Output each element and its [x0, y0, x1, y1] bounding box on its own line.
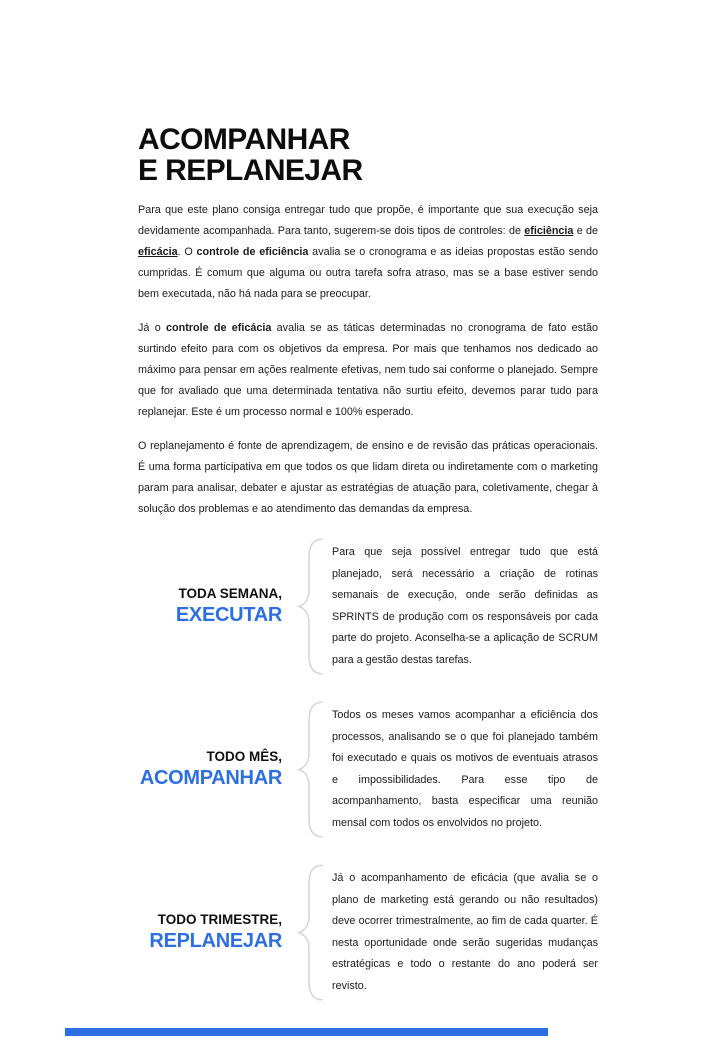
- emphasis-segment: eficiência: [524, 225, 574, 237]
- intro-paragraph: [138, 318, 598, 423]
- section-title: REPLANEJAR: [149, 930, 282, 952]
- section-body: Para que seja possível entregar tudo que está planejado, será necessário a criação de rotinas semanais de execução, onde serão definidas as SPRINTS de produção com os responsáveis por cada parte do projeto. Aconselha-se a aplicação de SCRUM para a gestão destas tarefas.: [332, 546, 598, 666]
- section-kicker: TODA SEMANA,: [178, 586, 282, 601]
- text-segment: Para que este plano consiga entregar tudo que propõe, é importante que sua execução seja devidamente acompanhada. Para tanto, sugerem-se dois tipos de controles: de: [138, 204, 598, 237]
- section-label: [138, 699, 296, 840]
- section-row-2: [138, 699, 598, 840]
- emphasis-segment: eficácia: [138, 246, 178, 258]
- section-title: EXECUTAR: [175, 604, 282, 626]
- emphasis-segment: controle de eficiência: [196, 246, 309, 258]
- section-label: [138, 536, 296, 677]
- curly-brace-icon: [296, 699, 332, 840]
- section-kicker: TODO TRIMESTRE,: [157, 912, 282, 927]
- curly-brace-icon: [296, 862, 332, 1003]
- intro-paragraph: [138, 200, 598, 305]
- section-row-3: [138, 862, 598, 1003]
- page-title-line1: ACOMPANHAR: [138, 123, 350, 156]
- text-segment: O replanejamento é fonte de aprendizagem, de ensino e de revisão das práticas operacionais. É uma forma participativa em que todos os que lidam direta ou indiretamente com o marketing param para analisar, debater e ajustar as estratégias de atuação para, coletivamente, chegar à solução dos problemas e ao atendimento das demandas da empresa.: [138, 440, 598, 515]
- text-segment: Já o: [138, 322, 166, 334]
- section-title: ACOMPANHAR: [139, 767, 282, 789]
- emphasis-segment: controle de eficácia: [166, 322, 272, 334]
- section-row-1: [138, 536, 598, 677]
- intro-paragraphs: [138, 200, 598, 520]
- intro-paragraph: [138, 436, 598, 520]
- curly-brace-icon: [296, 536, 332, 677]
- schedule-sections: [138, 536, 598, 1003]
- section-kicker: TODO MÊS,: [206, 749, 282, 764]
- section-label: [138, 862, 296, 1003]
- page-title: [138, 124, 598, 186]
- text-segment: . O: [177, 246, 197, 258]
- footer-accent-bar: [65, 1028, 548, 1036]
- text-segment: avalia se o cronograma e as ideias propostas estão sendo cumpridas. É comum que alguma ou outra tarefa sofra atraso, mas se a base estiver sendo bem executada, não há nada para se preocupar.: [138, 246, 599, 300]
- text-segment: avalia se as táticas determinadas no cronograma de fato estão surtindo efeito para com os objetivos da empresa. Por mais que tenhamos nos dedicado ao máximo para pensar em ações realmente efetivas, nem tudo sai conforme o planejado. Sempre que for avaliado que uma determinada tentativa não surtiu efeito, devemos parar tudo para replanejar. Este é um processo normal e 100% esperado.: [138, 322, 598, 418]
- section-body: Todos os meses vamos acompanhar a eficiência dos processos, analisando se o que foi planejado também foi executado e quais os motivos de eventuais atrasos e impossibilidades. Para esse tipo de acompanhamento, basta especificar uma reunião mensal com todos os envolvidos no projeto.: [332, 709, 598, 829]
- page-title-line2: E REPLANEJAR: [138, 154, 363, 187]
- section-body: Já o acompanhamento de eficácia (que avalia se o plano de marketing está gerando ou não resultados) deve ocorrer trimestralmente, ao fim de cada quarter. É nesta oportunidade onde serão sugeridas mudanças estratégicas e todo o restante do ano poderá ser revisto.: [332, 872, 598, 992]
- text-segment: e de: [573, 225, 598, 237]
